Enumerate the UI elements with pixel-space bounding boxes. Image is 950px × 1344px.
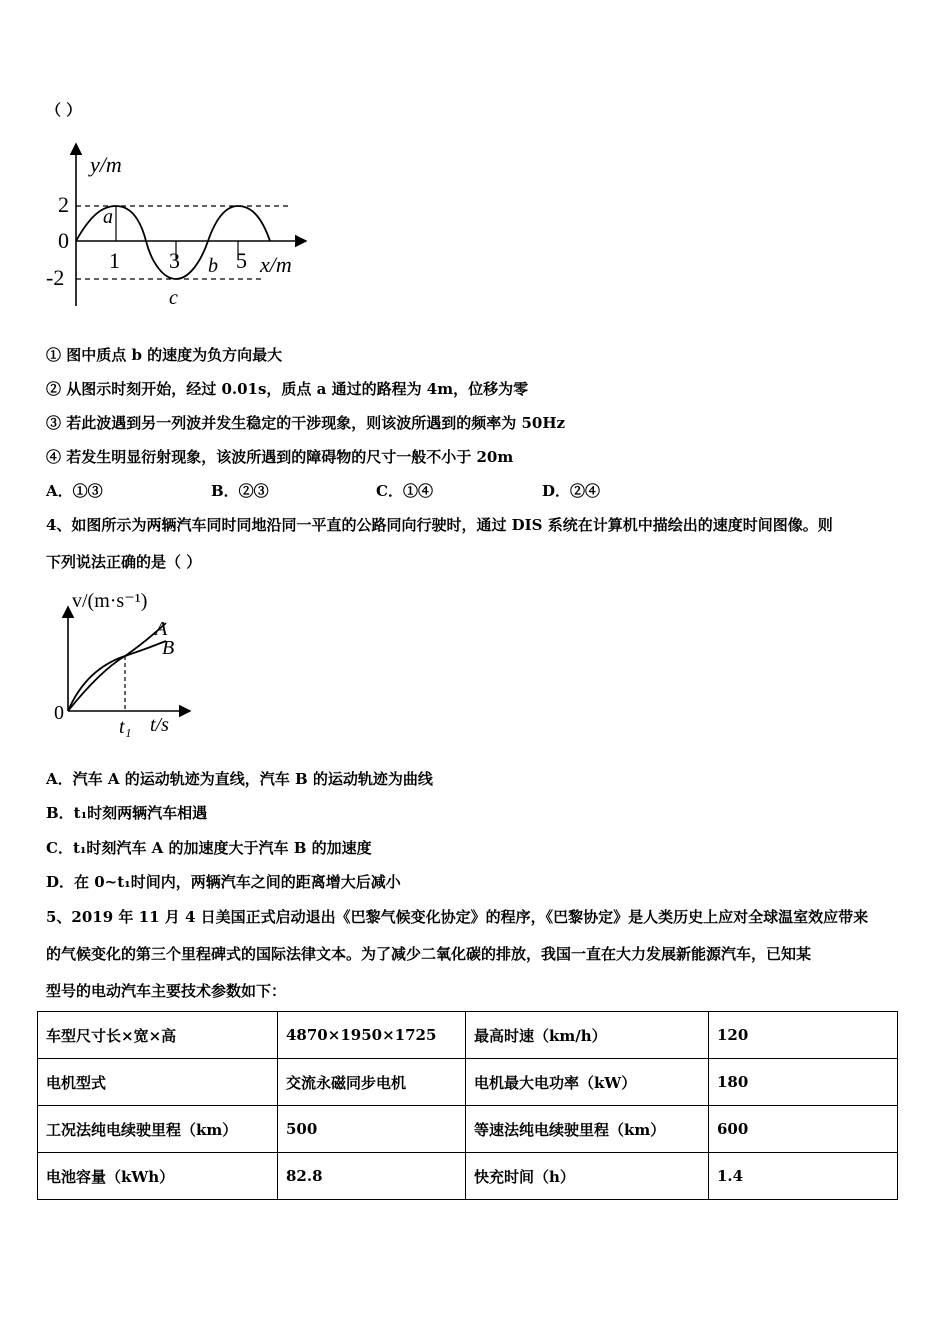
v-axis-label: v/(m·s⁻¹)	[72, 590, 148, 612]
t-axis-label: t/s	[150, 714, 169, 736]
x-tick-5: 5	[236, 248, 247, 273]
point-b-label: b	[208, 255, 218, 277]
statement-1: ① 图中质点 b 的速度为负方向最大	[46, 346, 283, 364]
table-cell: 180	[709, 1059, 898, 1106]
y-axis-label: y/m	[90, 152, 122, 177]
y-tick-neg2: -2	[46, 265, 65, 290]
q5-stem-line2: 的气候变化的第三个里程碑式的国际法律文本。为了减少二氧化碳的排放，我国一直在大力发展新能源汽车，已知某	[46, 945, 812, 963]
answer-bracket: （ ）	[46, 101, 82, 119]
curve-b-label: B	[162, 637, 175, 659]
table-cell: 120	[709, 1012, 898, 1059]
curve-a-label: A	[155, 618, 168, 640]
table-cell: 500	[278, 1106, 466, 1153]
t1-label: t₁	[119, 716, 132, 738]
q4-option-a[interactable]: A．汽车 A 的运动轨迹为直线，汽车 B 的运动轨迹为曲线	[46, 770, 433, 788]
velocity-time-graph	[48, 583, 198, 743]
x-axis-label: x/m	[260, 252, 292, 277]
table-cell: 82.8	[278, 1153, 466, 1200]
curve-a	[68, 623, 166, 711]
statement-4: ④ 若发生明显衍射现象，该波所遇到的障碍物的尺寸一般不小于 20m	[46, 448, 514, 466]
q5-stem-line3: 型号的电动汽车主要技术参数如下：	[46, 982, 287, 1000]
curve-b	[68, 641, 166, 711]
q5-stem-line1: 5、2019 年 11 月 4 日美国正式启动退出《巴黎气候变化协定》的程序，《巴黎协定》是人类历史上应对全球温室效应带来	[46, 908, 869, 926]
table-cell: 交流永磁同步电机	[278, 1059, 466, 1106]
point-a-label: a	[103, 206, 113, 228]
table-cell: 快充时间（h）	[466, 1153, 709, 1200]
table-row	[38, 1012, 898, 1059]
point-c-label: c	[169, 287, 178, 309]
ev-parameters-table	[37, 1011, 898, 1200]
x-tick-1: 1	[109, 248, 120, 273]
q3-option-c[interactable]: C．①④	[376, 482, 433, 500]
q3-option-b[interactable]: B．②③	[211, 482, 269, 500]
q3-option-a[interactable]: A．①③	[46, 482, 103, 500]
table-cell: 最高时速（km/h）	[466, 1012, 709, 1059]
table-cell: 电机型式	[38, 1059, 278, 1106]
table-row	[38, 1153, 898, 1200]
table-cell: 电池容量（kWh）	[38, 1153, 278, 1200]
statement-3: ③ 若此波遇到另一列波并发生稳定的干涉现象，则该波所遇到的频率为 50Hz	[46, 414, 566, 432]
table-row	[38, 1106, 898, 1153]
wave-graph	[40, 138, 330, 310]
q4-option-d[interactable]: D．在 0~t₁时间内，两辆汽车之间的距离增大后减小	[46, 873, 401, 891]
q3-option-d[interactable]: D．②④	[542, 482, 601, 500]
origin-label: 0	[54, 702, 64, 724]
table-row	[38, 1059, 898, 1106]
y-tick-2: 2	[58, 192, 69, 217]
x-tick-3: 3	[169, 248, 180, 273]
table-cell: 等速法纯电续驶里程（km）	[466, 1106, 709, 1153]
q3-options	[46, 481, 910, 501]
table-cell: 4870×1950×1725	[278, 1012, 466, 1059]
q4-option-b[interactable]: B．t₁时刻两辆汽车相遇	[46, 804, 208, 822]
table-cell: 600	[709, 1106, 898, 1153]
q4-stem-line1: 4、如图所示为两辆汽车同时同地沿同一平直的公路同向行驶时，通过 DIS 系统在计算机中描绘出的速度时间图像。则	[46, 516, 833, 534]
q4-option-c[interactable]: C．t₁时刻汽车 A 的加速度大于汽车 B 的加速度	[46, 839, 372, 857]
q4-stem-line2: 下列说法正确的是（ ）	[46, 553, 202, 571]
y-tick-0: 0	[58, 228, 69, 253]
statement-2: ② 从图示时刻开始，经过 0.01s，质点 a 通过的路程为 4m，位移为零	[46, 380, 529, 398]
table-cell: 电机最大电功率（kW）	[466, 1059, 709, 1106]
table-cell: 车型尺寸长×宽×高	[38, 1012, 278, 1059]
table-cell: 1.4	[709, 1153, 898, 1200]
table-cell: 工况法纯电续驶里程（km）	[38, 1106, 278, 1153]
